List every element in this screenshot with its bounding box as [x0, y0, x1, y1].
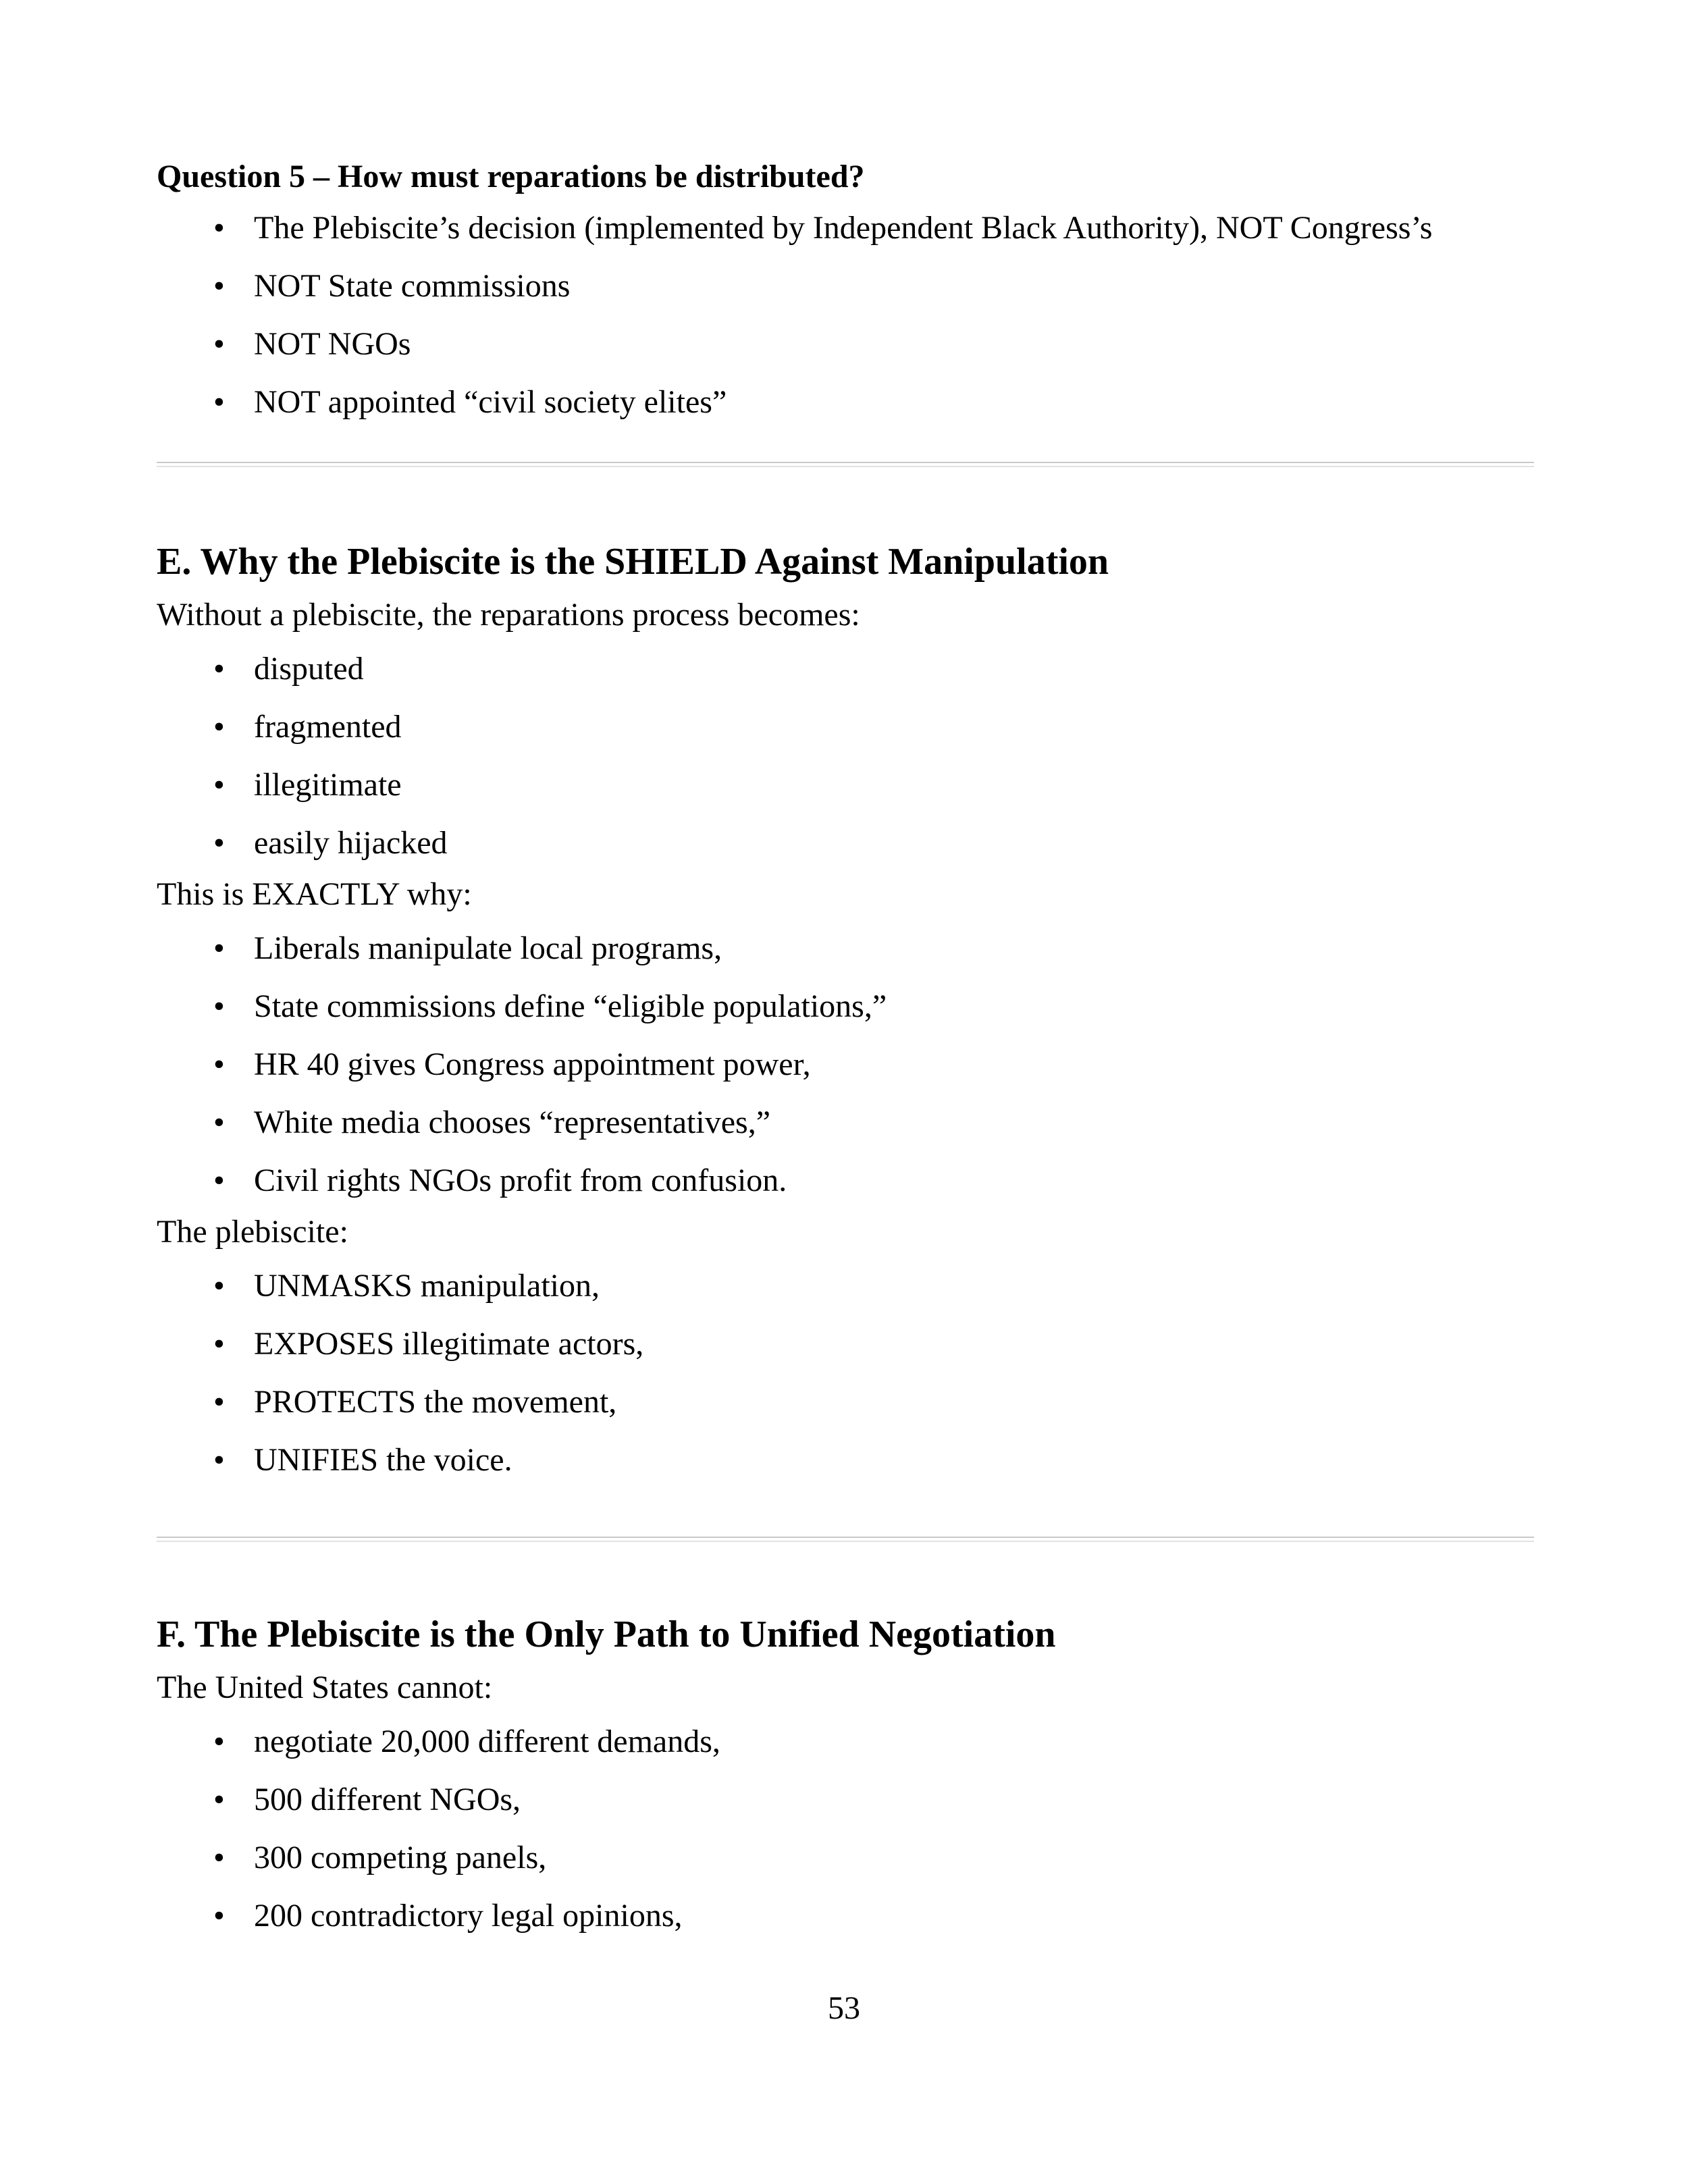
list-item-text: The Plebiscite’s decision (implemented by Independent Black Authority), NOT Congress’s — [254, 210, 1433, 246]
list-item — [157, 1044, 1534, 1102]
list-item-text: UNIFIES the voice. — [254, 1442, 512, 1478]
bullet-icon: • — [213, 709, 225, 745]
bullet-icon: • — [213, 326, 225, 362]
list-item — [157, 1266, 1534, 1324]
bullet-icon: • — [213, 1046, 225, 1082]
bullet-icon: • — [213, 988, 225, 1024]
list-item — [157, 823, 1534, 881]
list-item-text: Civil rights NGOs profit from confusion. — [254, 1163, 787, 1198]
list-item — [157, 1161, 1534, 1219]
section-divider — [157, 462, 1534, 467]
list-item — [157, 266, 1534, 324]
bullet-icon: • — [213, 1384, 225, 1420]
section-f-intro: The United States cannot: — [157, 1670, 493, 1705]
section-e-block — [157, 538, 1534, 1498]
bullet-icon: • — [213, 1898, 225, 1934]
list-item — [157, 1102, 1534, 1161]
list-item-text: Liberals manipulate local programs, — [254, 930, 722, 966]
bullet-icon: • — [213, 825, 225, 861]
list-item-text: PROTECTS the movement, — [254, 1384, 617, 1420]
list-item-text: State commissions define “eligible populations,” — [254, 988, 887, 1024]
bullet-icon: • — [213, 1326, 225, 1362]
section-divider — [157, 1537, 1534, 1542]
bullet-icon: • — [213, 930, 225, 966]
list-item-text: EXPOSES illegitimate actors, — [254, 1326, 644, 1362]
question-5-block — [157, 157, 1534, 440]
list-item — [157, 1324, 1534, 1382]
bullet-icon: • — [213, 1724, 225, 1759]
question-5-heading: Question 5 – How must reparations be distributed? — [157, 159, 865, 194]
section-f-list — [157, 1722, 1534, 1954]
list-item — [157, 707, 1534, 765]
list-item-text: NOT appointed “civil society elites” — [254, 384, 727, 420]
list-item — [157, 1382, 1534, 1440]
list-item-text: negotiate 20,000 different demands, — [254, 1724, 720, 1759]
section-f-block — [157, 1611, 1534, 1954]
list-item-text: White media chooses “representatives,” — [254, 1104, 770, 1140]
section-f-heading: F. The Plebiscite is the Only Path to Unified Negotiation — [157, 1614, 1056, 1655]
list-item-text: NOT State commissions — [254, 268, 571, 304]
list-item — [157, 382, 1534, 440]
bullet-icon: • — [213, 1782, 225, 1817]
list-item-text: NOT NGOs — [254, 326, 411, 362]
section-e-list-3 — [157, 1266, 1534, 1498]
bullet-icon: • — [213, 384, 225, 420]
section-e-list-1 — [157, 649, 1534, 881]
list-item — [157, 208, 1534, 266]
section-e-intro-3: The plebiscite: — [157, 1214, 348, 1250]
section-e-intro-2: This is EXACTLY why: — [157, 876, 472, 912]
list-item-text: UNMASKS manipulation, — [254, 1268, 600, 1304]
bullet-icon: • — [213, 651, 225, 687]
list-item — [157, 1896, 1534, 1954]
section-e-list-2 — [157, 928, 1534, 1219]
list-item-text: easily hijacked — [254, 825, 448, 861]
bullet-icon: • — [213, 1163, 225, 1198]
bullet-icon: • — [213, 1268, 225, 1304]
list-item-text: disputed — [254, 651, 364, 687]
list-item-text: HR 40 gives Congress appointment power, — [254, 1046, 811, 1082]
bullet-icon: • — [213, 1840, 225, 1875]
section-e-intro: Without a plebiscite, the reparations process becomes: — [157, 597, 860, 633]
list-item-text: 200 contradictory legal opinions, — [254, 1898, 683, 1934]
page-number: 53 — [828, 1990, 860, 2026]
bullet-icon: • — [213, 1442, 225, 1478]
section-e-heading: E. Why the Plebiscite is the SHIELD Against Manipulation — [157, 541, 1109, 583]
list-item-text: 300 competing panels, — [254, 1840, 547, 1875]
list-item — [157, 1780, 1534, 1838]
list-item-text: illegitimate — [254, 767, 402, 803]
bullet-icon: • — [213, 268, 225, 304]
list-item — [157, 765, 1534, 823]
bullet-icon: • — [213, 210, 225, 246]
list-item — [157, 649, 1534, 707]
list-item-text: 500 different NGOs, — [254, 1782, 521, 1817]
list-item — [157, 1722, 1534, 1780]
question-5-list — [157, 208, 1534, 440]
list-item — [157, 1838, 1534, 1896]
bullet-icon: • — [213, 767, 225, 803]
list-item-text: fragmented — [254, 709, 402, 745]
list-item — [157, 986, 1534, 1044]
bullet-icon: • — [213, 1104, 225, 1140]
list-item — [157, 1440, 1534, 1498]
list-item — [157, 324, 1534, 382]
list-item — [157, 928, 1534, 986]
